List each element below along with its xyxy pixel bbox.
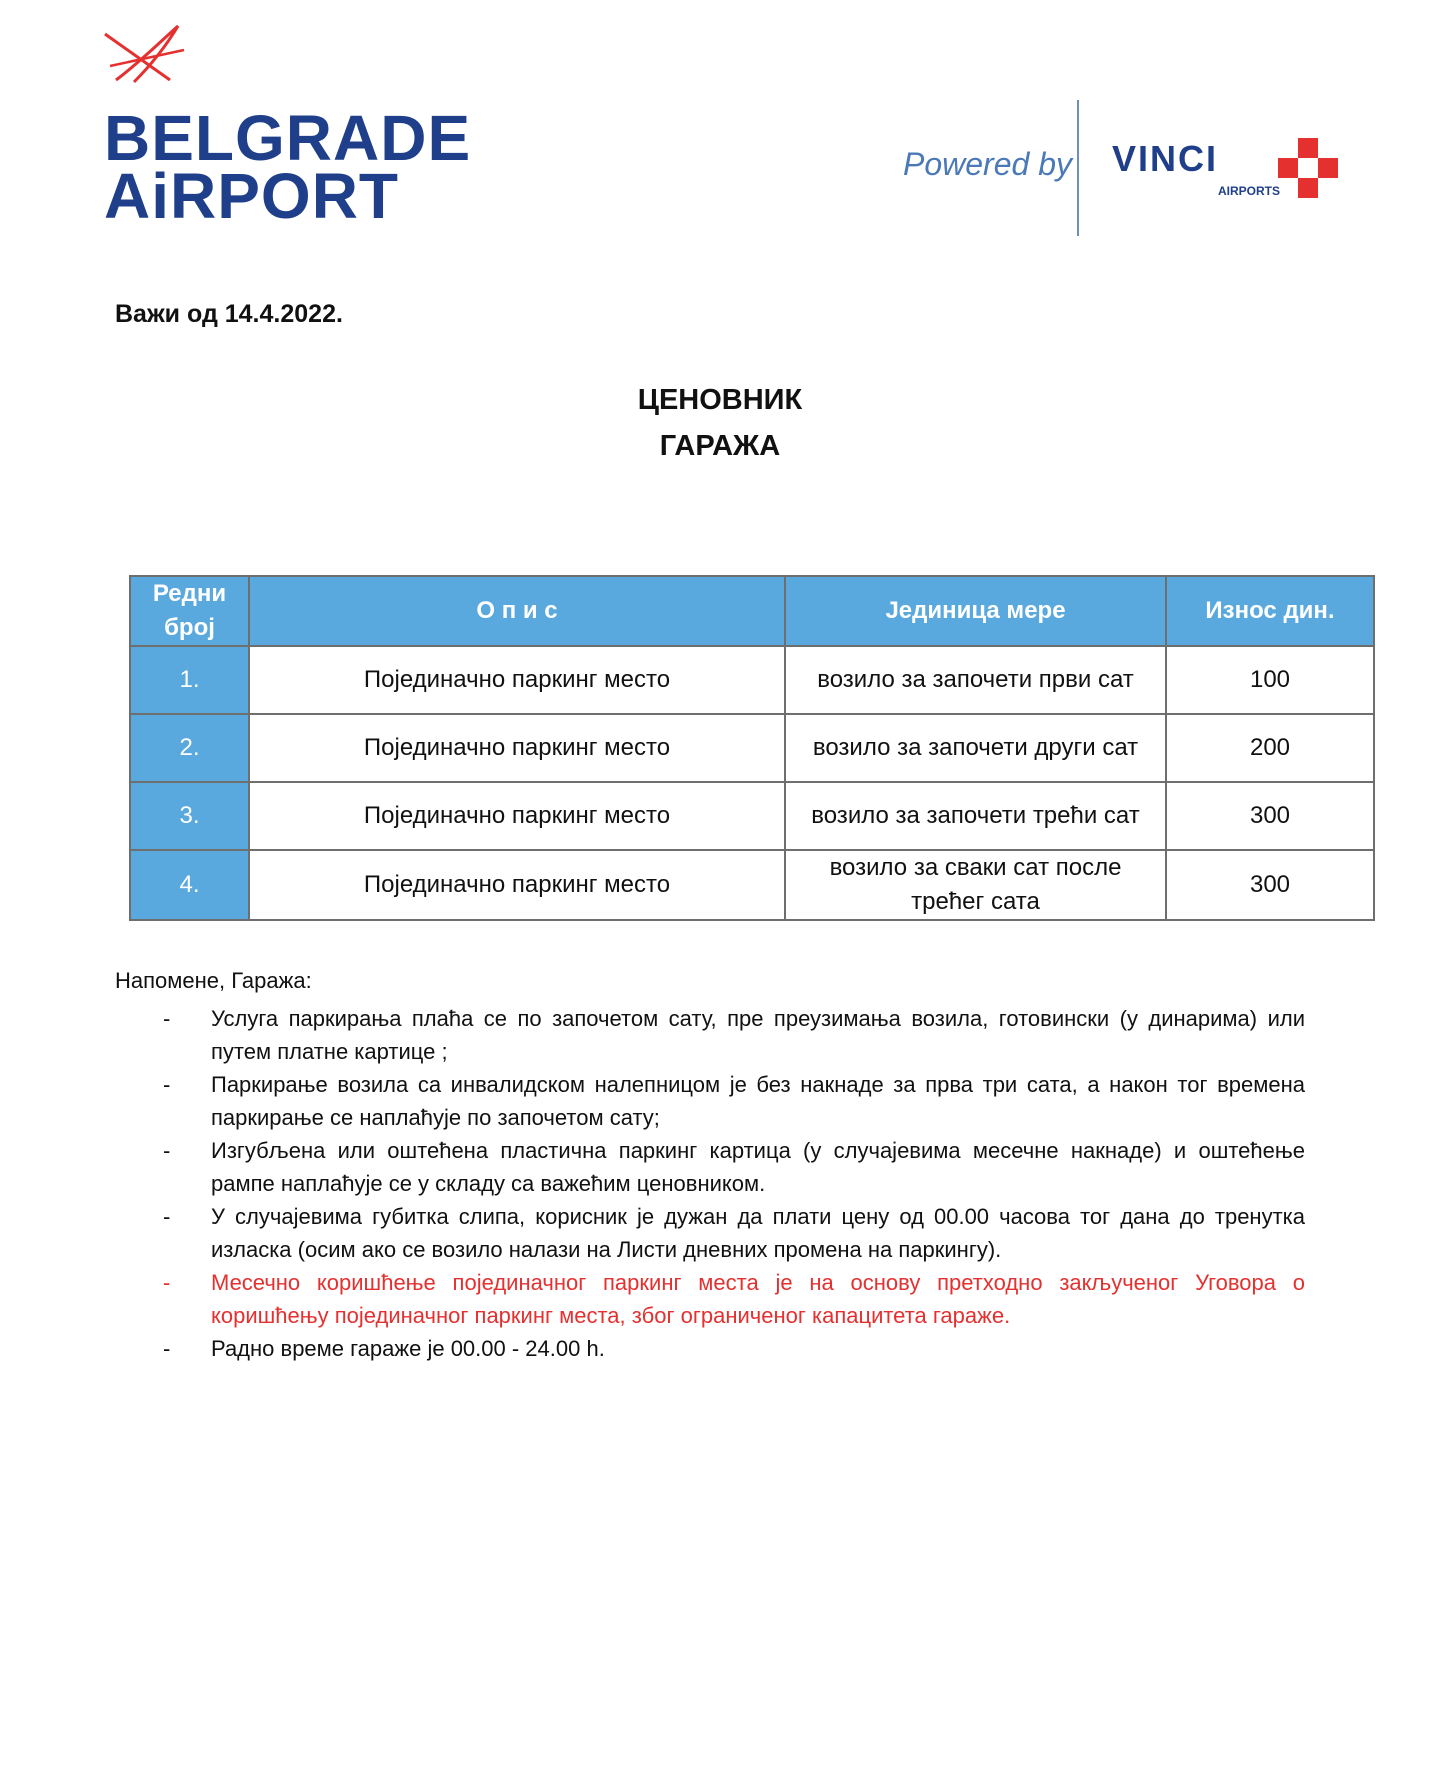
price-table <box>129 575 1375 921</box>
airport-swoosh-icon <box>100 22 190 102</box>
notes-list <box>115 1002 1305 1365</box>
row-number: 3. <box>130 782 249 850</box>
notes-heading: Напомене, Гаража: <box>115 968 312 993</box>
vinci-wordmark: VINCI <box>1112 138 1219 179</box>
row-description: Појединачно паркинг место <box>249 714 785 782</box>
row-description: Појединачно паркинг место <box>249 782 785 850</box>
row-description: Појединачно паркинг место <box>249 850 785 920</box>
list-item <box>115 1134 1305 1200</box>
valid-from-date: Важи од 14.4.2022. <box>115 300 343 328</box>
header-ordinal: Редни број <box>130 576 249 646</box>
brand-line-2: AiRPORT <box>104 160 399 232</box>
note-text: Изгубљена или оштећена пластична паркинг картица (у случајевима месечне накнаде) и оштећење рампе наплаћује се у складу са важећим ценовником. <box>211 1138 1305 1196</box>
note-text: Радно време гараже је 00.00 - 24.00 h. <box>211 1336 605 1361</box>
row-description: Појединачно паркинг место <box>249 646 785 714</box>
vinci-cross-icon <box>1274 138 1340 198</box>
bullet-dash: - <box>163 1072 171 1097</box>
powered-by-label: Powered by <box>903 146 1072 182</box>
list-item <box>115 1332 1305 1365</box>
row-number: 1. <box>130 646 249 714</box>
row-number: 2. <box>130 714 249 782</box>
row-number: 4. <box>130 850 249 920</box>
list-item-highlighted <box>115 1266 1305 1332</box>
row-amount: 200 <box>1166 714 1374 782</box>
note-text: Паркирање возила са инвалидском налепницом је без накнаде за прва три сата, а након тог времена паркирање се наплаћује по започетом сату; <box>211 1072 1305 1130</box>
list-item <box>115 1002 1305 1068</box>
brand-line-1: BELGRADE <box>104 102 472 174</box>
row-unit: возило за започети први сат <box>785 646 1166 714</box>
vinci-airports-logo <box>1112 138 1352 208</box>
header-amount: Износ дин. <box>1166 576 1374 646</box>
list-item <box>115 1068 1305 1134</box>
table-row <box>130 714 1374 782</box>
note-text: Месечно коришћење појединачног паркинг места је на основу претходно закљученог Уговора о коришћењу појединачног паркинг места, због ограниченог капацитета гараже. <box>211 1270 1305 1328</box>
row-amount: 300 <box>1166 782 1374 850</box>
table-header-row <box>130 576 1374 646</box>
row-amount: 300 <box>1166 850 1374 920</box>
header-description: О п и с <box>249 576 785 646</box>
bullet-dash: - <box>163 1270 171 1295</box>
table-row <box>130 782 1374 850</box>
table-row <box>130 850 1374 920</box>
note-text: У случајевима губитка слипа, корисник је дужан да плати цену од 00.00 часова тог дана до тренутка изласка (осим ако се возило налази на Листи дневних промена на паркингу). <box>211 1204 1305 1262</box>
row-unit: возило за сваки сат после трећег сата <box>785 850 1166 920</box>
bullet-dash: - <box>163 1204 171 1229</box>
header-unit: Јединица мере <box>785 576 1166 646</box>
bullet-dash: - <box>163 1138 171 1163</box>
list-item <box>115 1200 1305 1266</box>
vinci-subtitle: AIRPORTS <box>1218 184 1281 198</box>
belgrade-airport-logo <box>100 22 472 232</box>
row-amount: 100 <box>1166 646 1374 714</box>
row-unit: возило за започети трећи сат <box>785 782 1166 850</box>
document-title: ЦЕНОВНИК <box>637 384 803 416</box>
note-text: Услуга паркирања плаћа се по започетом сату, пре преузимања возила, готовински (у динарима) или путем платне картице ; <box>211 1006 1305 1064</box>
row-unit: возило за започети други сат <box>785 714 1166 782</box>
bullet-dash: - <box>163 1006 171 1031</box>
document-subtitle: ГАРАЖА <box>659 430 781 462</box>
header-divider <box>1077 100 1079 236</box>
bullet-dash: - <box>163 1336 171 1361</box>
table-row <box>130 646 1374 714</box>
